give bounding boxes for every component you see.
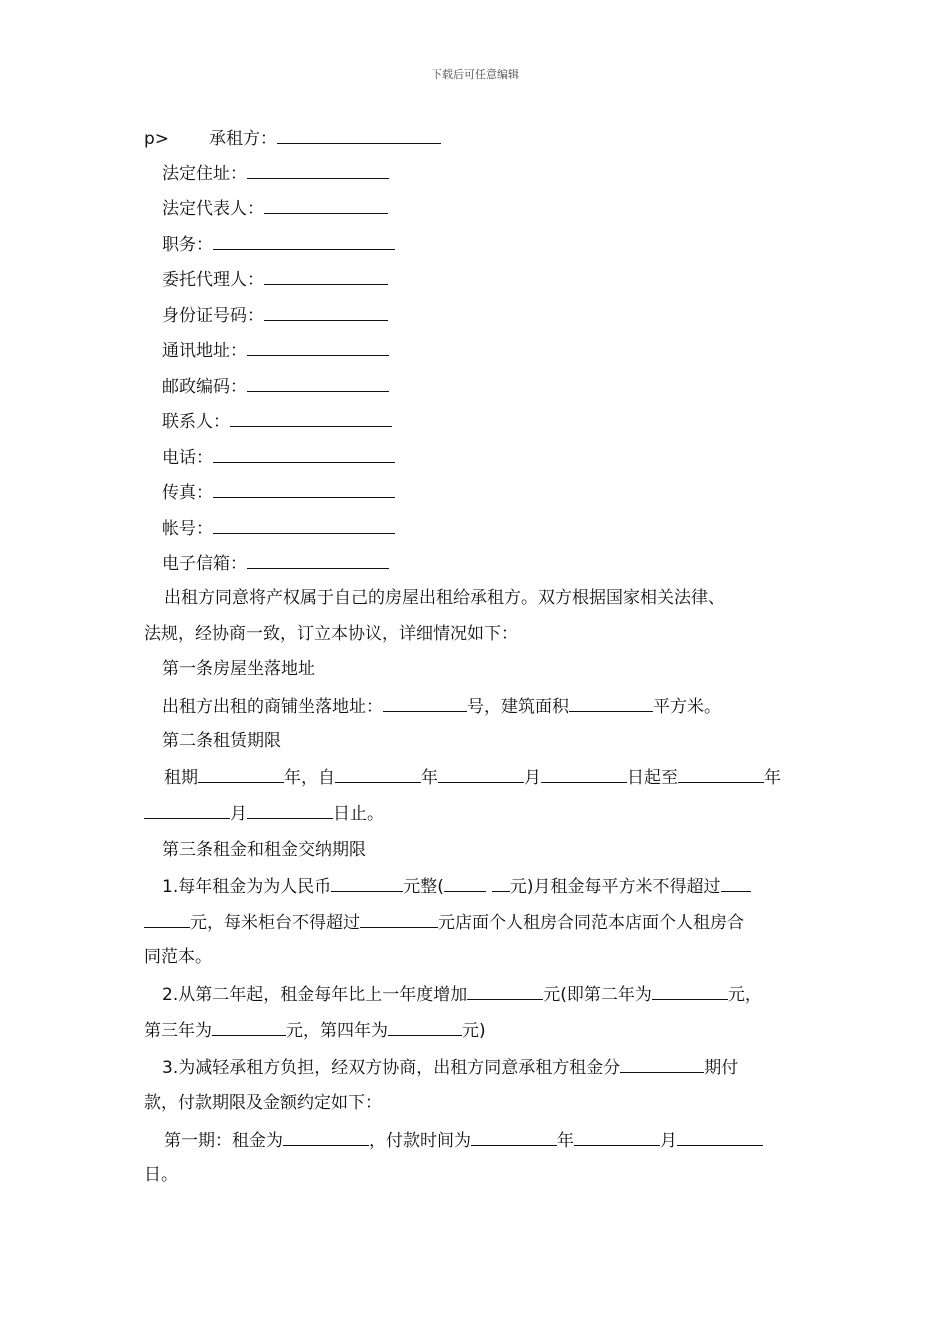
article-2-title: 第二条租赁期限	[162, 731, 281, 751]
installments-blank[interactable]	[620, 1055, 704, 1073]
field-label: 帐号：	[162, 519, 213, 539]
text-segment: 日止。	[333, 804, 384, 824]
article-2-line-1	[164, 765, 781, 789]
counter-cap-blank[interactable]	[360, 910, 438, 928]
field-blank[interactable]	[247, 374, 389, 392]
article-3-title: 第三条租金和租金交纳期限	[162, 840, 366, 860]
text-segment: 元)	[462, 1021, 486, 1041]
tenant-blank[interactable]	[277, 126, 441, 144]
text-segment: 元，第四年为	[286, 1021, 388, 1041]
increase-blank[interactable]	[467, 982, 543, 1000]
start-month-blank[interactable]	[438, 765, 524, 783]
end-month-value-blank[interactable]	[144, 801, 230, 819]
text-segment: 第一期：租金为	[164, 1131, 283, 1151]
start-day-blank[interactable]	[541, 765, 627, 783]
field-row	[162, 480, 395, 504]
year3-blank[interactable]	[212, 1018, 286, 1036]
rent-figure-blank-2[interactable]	[492, 874, 510, 892]
sqm-cap-blank[interactable]	[721, 874, 751, 892]
article-1-title: 第一条房屋坐落地址	[162, 659, 315, 679]
text-segment: 元(即第二年为	[543, 985, 652, 1005]
field-label: 法定代表人：	[162, 199, 264, 219]
address-blank[interactable]	[383, 694, 467, 712]
field-row	[162, 232, 395, 256]
text-segment: 2.从第二年起，租金每年比上一年度增加	[162, 985, 468, 1005]
text-segment: 3.为减轻承租方负担，经双方协商，出租方同意承租方租金分	[162, 1058, 621, 1078]
field-label: 职务：	[162, 235, 213, 255]
text-segment: 平方米。	[653, 697, 721, 717]
article-3-p1-line-1	[162, 874, 751, 898]
field-blank[interactable]	[230, 409, 392, 427]
text-segment: 出租方出租的商铺坐落地址：	[162, 697, 383, 717]
field-row	[162, 267, 388, 291]
text-segment: 月	[230, 804, 247, 824]
field-label: 电子信箱：	[162, 554, 247, 574]
field-row	[162, 445, 395, 469]
field-blank[interactable]	[213, 445, 395, 463]
text-segment: 日起至	[627, 768, 678, 788]
field-label: 电话：	[162, 448, 213, 468]
article-2-line-2	[144, 801, 384, 825]
field-row	[162, 161, 389, 185]
article-3-p2-line-1	[162, 982, 762, 1006]
text-segment: 期付	[704, 1058, 739, 1078]
text-segment: 年	[764, 768, 781, 788]
field-blank[interactable]	[213, 516, 395, 534]
article-1-text	[162, 694, 721, 718]
installment-month-blank[interactable]	[574, 1128, 660, 1146]
field-blank[interactable]	[247, 338, 389, 356]
text-segment: 1.每年租金为为人民币	[162, 877, 332, 897]
field-blank[interactable]	[247, 551, 389, 569]
article-3-p1-line-2	[144, 910, 744, 934]
text-segment: 月	[524, 768, 541, 788]
field-blank[interactable]	[264, 303, 388, 321]
field-label: 通讯地址：	[162, 341, 247, 361]
annual-rent-blank[interactable]	[331, 874, 403, 892]
installment-amount-blank[interactable]	[283, 1128, 369, 1146]
field-blank[interactable]	[264, 196, 388, 214]
field-label: 身份证号码：	[162, 306, 264, 326]
field-row	[162, 338, 389, 362]
term-blank[interactable]	[198, 765, 284, 783]
stray-prefix: p>	[144, 129, 170, 149]
year4-blank[interactable]	[388, 1018, 462, 1036]
sqm-cap-blank-cont[interactable]	[144, 910, 190, 928]
field-label: 邮政编码：	[162, 377, 247, 397]
article-3-p3-line-2: 款，付款期限及金额约定如下：	[144, 1093, 382, 1113]
field-row	[162, 409, 392, 433]
text-segment: 元，	[727, 985, 762, 1005]
article-3-p1-line-3: 同范本。	[144, 947, 212, 967]
field-blank[interactable]	[264, 267, 388, 285]
article-3-p3-line-1	[162, 1055, 738, 1079]
text-segment: 年	[421, 768, 438, 788]
field-label: 法定住址：	[162, 164, 247, 184]
text-segment: 元店面个人租房合同范本店面个人租房合	[438, 913, 744, 933]
text-segment: 年，自	[284, 768, 335, 788]
field-row	[162, 551, 389, 575]
rent-figure-blank[interactable]	[444, 874, 486, 892]
text-segment: 租期	[164, 768, 198, 788]
field-blank[interactable]	[213, 232, 395, 250]
text-segment: 元，每米柜台不得超过	[190, 913, 360, 933]
field-label: 传真：	[162, 483, 213, 503]
text-segment: 月	[660, 1131, 677, 1151]
intro-line-2: 法规，经协商一致，订立本协议，详细情况如下：	[144, 624, 518, 644]
end-year-blank[interactable]	[678, 765, 764, 783]
year2-blank[interactable]	[652, 982, 728, 1000]
field-blank[interactable]	[247, 161, 389, 179]
text-segment: 第三年为	[144, 1021, 212, 1041]
text-segment: ，付款时间为	[369, 1131, 471, 1151]
installment-1-line-2: 日。	[144, 1165, 178, 1185]
installment-year-blank[interactable]	[471, 1128, 557, 1146]
text-segment: 元)月租金每平方米不得超过	[509, 877, 721, 897]
field-blank[interactable]	[213, 480, 395, 498]
end-day-blank[interactable]	[247, 801, 333, 819]
intro-line-1: 出租方同意将产权属于自己的房屋出租给承租方。双方根据国家相关法律、	[164, 588, 725, 608]
field-label: 联系人：	[162, 412, 230, 432]
field-row	[162, 196, 388, 220]
area-blank[interactable]	[569, 694, 653, 712]
start-year-blank[interactable]	[335, 765, 421, 783]
article-3-p2-line-2	[144, 1018, 486, 1042]
field-row	[162, 303, 388, 327]
installment-1-line-1	[164, 1128, 763, 1152]
field-label: 委托代理人：	[162, 270, 264, 290]
text-segment: 年	[557, 1131, 574, 1151]
page-header: 下载后可任意编辑	[431, 68, 519, 81]
field-row	[162, 374, 389, 398]
tenant-label: 承租方：	[209, 129, 278, 149]
text-segment: 元整(	[403, 877, 444, 897]
tenant-line	[144, 126, 441, 150]
text-segment: 号，建筑面积	[467, 697, 569, 717]
field-row	[162, 516, 395, 540]
installment-day-blank[interactable]	[677, 1128, 763, 1146]
